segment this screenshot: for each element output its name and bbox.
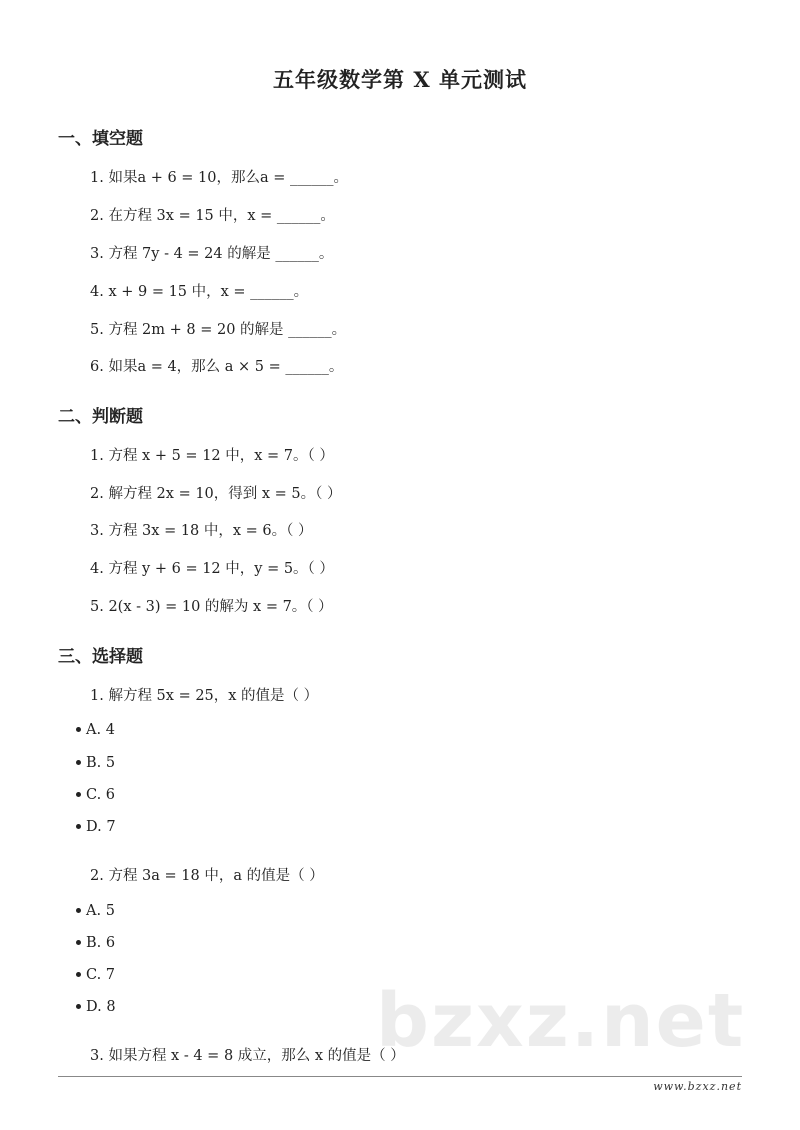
section-heading-fill: 一、填空题 xyxy=(58,129,143,149)
choice-2-option-c: C. 7 xyxy=(76,967,115,983)
fill-question-5: 5. 方程 2m + 8 = 20 的解是 ______。 xyxy=(90,322,347,338)
section-heading-judge: 二、判断题 xyxy=(58,407,143,427)
choice-1-option-c: C. 6 xyxy=(76,787,115,803)
fill-question-3: 3. 方程 7y - 4 = 24 的解是 ______。 xyxy=(90,246,334,262)
fill-question-4: 4. x + 9 = 15 中，x = ______。 xyxy=(90,284,309,300)
bullet-icon xyxy=(76,727,81,732)
judge-question-5: 5. 2(x - 3) = 10 的解为 x = 7。（ ） xyxy=(90,599,333,615)
choice-2-option-b: B. 6 xyxy=(76,935,115,951)
judge-question-3: 3. 方程 3x = 18 中，x = 6。（ ） xyxy=(90,523,313,539)
fill-question-1: 1. 如果a + 6 = 10，那么a = ______。 xyxy=(90,170,349,186)
choice-question-3: 3. 如果方程 x - 4 = 8 成立，那么 x 的值是（ ） xyxy=(90,1048,405,1064)
bullet-icon xyxy=(76,972,81,977)
choice-question-1: 1. 解方程 5x = 25，x 的值是（ ） xyxy=(90,688,319,704)
watermark: bzxz.net xyxy=(376,978,746,1064)
choice-1-option-a: A. 4 xyxy=(76,722,115,738)
section-heading-choice: 三、选择题 xyxy=(58,647,143,667)
bullet-icon xyxy=(76,792,81,797)
judge-question-2: 2. 解方程 2x = 10，得到 x = 5。（ ） xyxy=(90,486,342,502)
bullet-icon xyxy=(76,908,81,913)
choice-question-2: 2. 方程 3a = 18 中，a 的值是（ ） xyxy=(90,868,324,884)
footer-url: www.bzxz.net xyxy=(653,1080,742,1093)
judge-question-1: 1. 方程 x + 5 = 12 中，x = 7。（ ） xyxy=(90,448,334,464)
fill-question-2: 2. 在方程 3x = 15 中，x = ______。 xyxy=(90,208,335,224)
choice-2-option-d: D. 8 xyxy=(76,999,116,1015)
bullet-icon xyxy=(76,1004,81,1009)
footer-divider xyxy=(58,1076,742,1077)
bullet-icon xyxy=(76,760,81,765)
judge-question-4: 4. 方程 y + 6 = 12 中，y = 5。（ ） xyxy=(90,561,334,577)
choice-1-option-d: D. 7 xyxy=(76,819,116,835)
choice-1-option-b: B. 5 xyxy=(76,755,115,771)
bullet-icon xyxy=(76,824,81,829)
fill-question-6: 6. 如果a = 4，那么 a × 5 = ______。 xyxy=(90,359,344,375)
choice-2-option-a: A. 5 xyxy=(76,903,115,919)
page-title: 五年级数学第 X 单元测试 xyxy=(273,67,527,92)
bullet-icon xyxy=(76,940,81,945)
